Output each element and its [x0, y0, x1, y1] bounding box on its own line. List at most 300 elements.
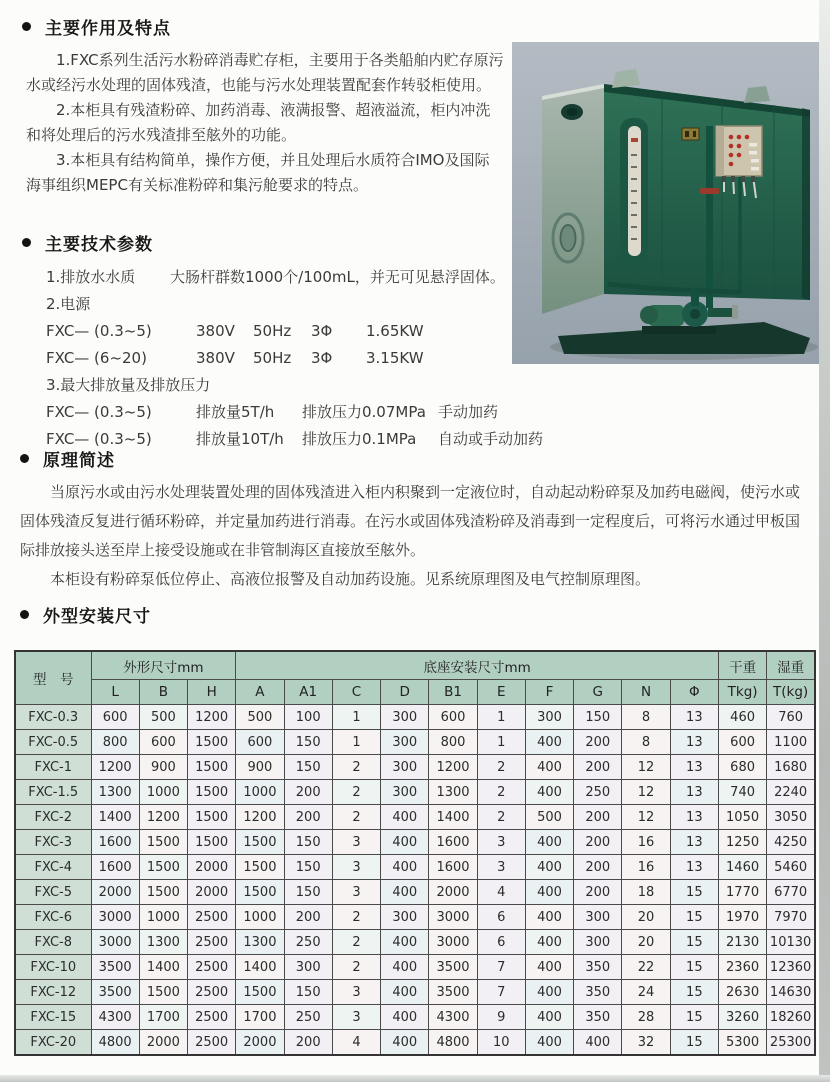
value-cell: 2500: [188, 1005, 236, 1030]
value-cell: 13: [670, 780, 718, 805]
value-cell: 1050: [718, 805, 766, 830]
param-cell: 3Φ: [311, 322, 333, 340]
dimensions-table-body: [15, 705, 815, 1056]
vertical-pipe: [706, 126, 713, 308]
column-header: 底座安装尺寸mm: [236, 651, 719, 680]
value-cell: 1: [477, 705, 525, 730]
features-heading-label: 主要作用及特点: [45, 19, 171, 39]
value-cell: 2000: [91, 880, 139, 905]
value-cell: 400: [381, 1030, 429, 1056]
table-row: [15, 705, 815, 730]
param-cell: 排放量5T/h: [196, 403, 275, 421]
param-cell: FXC— (0.3~5): [46, 430, 152, 448]
value-cell: 600: [139, 730, 187, 755]
table-row: [15, 855, 815, 880]
param-cell: 2.电源: [46, 295, 91, 313]
value-cell: 13: [670, 705, 718, 730]
value-cell: 18: [622, 880, 670, 905]
value-cell: 150: [284, 880, 332, 905]
value-cell: 900: [236, 755, 284, 780]
value-cell: 16: [622, 855, 670, 880]
value-cell: 1970: [718, 905, 766, 930]
model-cell: FXC-0.5: [15, 730, 91, 755]
bullet-icon: [20, 610, 29, 619]
value-cell: 2: [332, 955, 380, 980]
value-cell: 1460: [718, 855, 766, 880]
value-cell: 12: [622, 755, 670, 780]
table-row: [15, 955, 815, 980]
value-cell: 300: [381, 705, 429, 730]
value-cell: 800: [429, 730, 477, 755]
value-cell: 300: [574, 905, 622, 930]
value-cell: 15: [670, 1030, 718, 1056]
value-cell: 350: [574, 1005, 622, 1030]
value-cell: 400: [381, 855, 429, 880]
value-cell: 400: [525, 1030, 573, 1056]
value-cell: 400: [525, 830, 573, 855]
value-cell: 1: [477, 730, 525, 755]
value-cell: 1300: [139, 930, 187, 955]
value-cell: 400: [525, 1005, 573, 1030]
param-line: [46, 264, 566, 291]
value-cell: 2: [332, 930, 380, 955]
param-cell: FXC— (0.3~5): [46, 403, 152, 421]
paragraph: 3.本柜具有结构简单，操作方便，并且处理后水质符合IMO及国际海事组织MEPC有关标准粉碎和集污舱要求的特点。: [26, 151, 490, 194]
value-cell: 32: [622, 1030, 670, 1056]
value-cell: 2000: [429, 880, 477, 905]
column-header: B: [139, 680, 187, 705]
value-cell: 150: [284, 755, 332, 780]
access-hatch-cover: [561, 225, 576, 251]
value-cell: 13: [670, 730, 718, 755]
value-cell: 600: [718, 730, 766, 755]
value-cell: 25300: [767, 1030, 815, 1056]
value-cell: 13: [670, 755, 718, 780]
value-cell: 2: [332, 780, 380, 805]
params-heading-label: 主要技术参数: [45, 235, 153, 255]
value-cell: 200: [574, 880, 622, 905]
value-cell: 1600: [91, 830, 139, 855]
param-cell: 自动或手动加药: [438, 430, 544, 448]
side-flange-bore: [567, 108, 578, 116]
value-cell: 1: [332, 705, 380, 730]
column-header: F: [525, 680, 573, 705]
value-cell: 3500: [91, 955, 139, 980]
value-cell: 1000: [139, 905, 187, 930]
value-cell: 3500: [91, 980, 139, 1005]
column-header: Φ: [670, 680, 718, 705]
value-cell: 12: [622, 805, 670, 830]
table-row: [15, 755, 815, 780]
column-header: 型 号: [15, 651, 91, 705]
param-cell: 3.最大排放量及排放压力: [46, 376, 211, 394]
dimensions-heading: [20, 602, 151, 627]
value-cell: 680: [718, 755, 766, 780]
value-cell: 8: [622, 705, 670, 730]
value-cell: 1200: [91, 755, 139, 780]
value-cell: 2500: [188, 980, 236, 1005]
value-cell: 1700: [236, 1005, 284, 1030]
value-cell: 300: [525, 705, 573, 730]
column-header: T(kg): [767, 680, 815, 705]
value-cell: 20: [622, 930, 670, 955]
value-cell: 1500: [139, 855, 187, 880]
model-cell: FXC-20: [15, 1030, 91, 1056]
value-cell: 4300: [429, 1005, 477, 1030]
tank-right-shade: [802, 108, 810, 300]
value-cell: 7: [477, 955, 525, 980]
value-cell: 4: [477, 880, 525, 905]
value-cell: 400: [381, 830, 429, 855]
value-cell: 1700: [139, 1005, 187, 1030]
value-cell: 1300: [236, 930, 284, 955]
value-cell: 1000: [236, 905, 284, 930]
value-cell: 5300: [718, 1030, 766, 1056]
value-cell: 4250: [767, 830, 815, 855]
value-cell: 1500: [236, 855, 284, 880]
features-heading: [22, 14, 171, 39]
value-cell: 1000: [236, 780, 284, 805]
value-cell: 1300: [91, 780, 139, 805]
value-cell: 1500: [236, 880, 284, 905]
value-cell: 1200: [236, 805, 284, 830]
value-cell: 1500: [188, 730, 236, 755]
params-heading: [22, 230, 153, 255]
model-cell: FXC-1.5: [15, 780, 91, 805]
page-scan-edge-right: [819, 0, 830, 1082]
value-cell: 1680: [767, 755, 815, 780]
value-cell: 350: [574, 980, 622, 1005]
dimensions-table-head: [15, 651, 815, 705]
value-cell: 3000: [429, 905, 477, 930]
value-cell: 15: [670, 1005, 718, 1030]
value-cell: 15: [670, 905, 718, 930]
value-cell: 400: [574, 1030, 622, 1056]
value-cell: 800: [91, 730, 139, 755]
value-cell: 760: [767, 705, 815, 730]
name-plate: [682, 128, 699, 140]
value-cell: 2000: [188, 855, 236, 880]
value-cell: 300: [381, 730, 429, 755]
value-cell: 1500: [188, 830, 236, 855]
model-cell: FXC-6: [15, 905, 91, 930]
value-cell: 3000: [91, 905, 139, 930]
value-cell: 2000: [188, 880, 236, 905]
model-cell: FXC-15: [15, 1005, 91, 1030]
value-cell: 7970: [767, 905, 815, 930]
param-cell: 380V: [196, 322, 235, 340]
value-cell: 300: [381, 780, 429, 805]
value-cell: 300: [381, 755, 429, 780]
param-cell: 排放量10T/h: [196, 430, 284, 448]
param-cell: 50Hz: [253, 349, 292, 367]
value-cell: 600: [236, 730, 284, 755]
param-line: [46, 291, 566, 318]
value-cell: 250: [284, 1005, 332, 1030]
value-cell: 2500: [188, 1030, 236, 1056]
dimensions-table: [14, 650, 816, 1056]
value-cell: 150: [284, 830, 332, 855]
value-cell: 300: [284, 955, 332, 980]
param-cell: 手动加药: [438, 403, 499, 421]
value-cell: 1500: [139, 830, 187, 855]
value-cell: 100: [284, 705, 332, 730]
param-line: [46, 372, 566, 399]
value-cell: 4800: [91, 1030, 139, 1056]
column-header: E: [477, 680, 525, 705]
value-cell: 3: [332, 980, 380, 1005]
model-cell: FXC-10: [15, 955, 91, 980]
value-cell: 400: [525, 755, 573, 780]
value-cell: 2: [332, 805, 380, 830]
value-cell: 6: [477, 905, 525, 930]
model-cell: FXC-2: [15, 805, 91, 830]
value-cell: 400: [525, 980, 573, 1005]
column-header: Tkg): [718, 680, 766, 705]
value-cell: 14630: [767, 980, 815, 1005]
value-cell: 200: [284, 805, 332, 830]
model-cell: FXC-8: [15, 930, 91, 955]
param-cell: FXC— (0.3~5): [46, 322, 152, 340]
param-cell: 1.排放水水质: [46, 268, 136, 286]
value-cell: 2: [477, 755, 525, 780]
value-cell: 1600: [429, 855, 477, 880]
value-cell: 3500: [429, 980, 477, 1005]
table-row: [15, 880, 815, 905]
value-cell: 1200: [188, 705, 236, 730]
value-cell: 15: [670, 880, 718, 905]
value-cell: 740: [718, 780, 766, 805]
bullet-icon: [20, 454, 29, 463]
param-line: [46, 318, 566, 345]
value-cell: 20: [622, 905, 670, 930]
value-cell: 1200: [139, 805, 187, 830]
model-cell: FXC-3: [15, 830, 91, 855]
value-cell: 10130: [767, 930, 815, 955]
features-text: [26, 48, 504, 198]
value-cell: 250: [574, 780, 622, 805]
param-cell: 排放压力0.07MPa: [302, 403, 426, 421]
value-cell: 10: [477, 1030, 525, 1056]
param-cell: 3.15KW: [366, 349, 424, 367]
value-cell: 2130: [718, 930, 766, 955]
value-cell: 200: [574, 805, 622, 830]
value-cell: 2: [477, 805, 525, 830]
value-cell: 1600: [91, 855, 139, 880]
value-cell: 2500: [188, 930, 236, 955]
value-cell: 2500: [188, 905, 236, 930]
value-cell: 9: [477, 1005, 525, 1030]
value-cell: 22: [622, 955, 670, 980]
column-header: 外形尺寸mm: [91, 651, 236, 680]
model-cell: FXC-12: [15, 980, 91, 1005]
value-cell: 1000: [139, 780, 187, 805]
value-cell: 24: [622, 980, 670, 1005]
value-cell: 200: [284, 780, 332, 805]
value-cell: 600: [429, 705, 477, 730]
value-cell: 200: [284, 905, 332, 930]
value-cell: 1500: [188, 780, 236, 805]
value-cell: 1500: [139, 880, 187, 905]
value-cell: 1300: [429, 780, 477, 805]
column-header: C: [332, 680, 380, 705]
model-cell: FXC-5: [15, 880, 91, 905]
value-cell: 400: [381, 980, 429, 1005]
value-cell: 4800: [429, 1030, 477, 1056]
value-cell: 1500: [188, 755, 236, 780]
param-line: [46, 426, 566, 453]
value-cell: 400: [525, 780, 573, 805]
param-cell: 排放压力0.1MPa: [302, 430, 417, 448]
value-cell: 3: [332, 830, 380, 855]
param-cell: 3Φ: [311, 349, 333, 367]
column-header: A1: [284, 680, 332, 705]
value-cell: 3000: [91, 930, 139, 955]
table-row: [15, 780, 815, 805]
value-cell: 2240: [767, 780, 815, 805]
value-cell: 2000: [236, 1030, 284, 1056]
value-cell: 4: [332, 1030, 380, 1056]
principle-heading-label: 原理简述: [43, 451, 115, 471]
value-cell: 400: [525, 880, 573, 905]
value-cell: 2000: [139, 1030, 187, 1056]
paragraph: 本柜设有粉碎泵低位停止、高液位报警及自动加药设施。见系统原理图及电气控制原理图。: [50, 570, 651, 588]
value-cell: 13: [670, 855, 718, 880]
value-cell: 400: [525, 730, 573, 755]
bullet-icon: [22, 238, 31, 247]
column-header: D: [381, 680, 429, 705]
principle-heading: [20, 446, 115, 471]
value-cell: 3: [477, 855, 525, 880]
column-header: A: [236, 680, 284, 705]
page-scan-edge-bottom: [0, 1075, 830, 1082]
value-cell: 400: [525, 930, 573, 955]
value-cell: 500: [139, 705, 187, 730]
table-row: [15, 1005, 815, 1030]
param-cell: FXC— (6~20): [46, 349, 147, 367]
value-cell: 2: [332, 905, 380, 930]
value-cell: 200: [574, 755, 622, 780]
value-cell: 13: [670, 805, 718, 830]
value-cell: 400: [525, 955, 573, 980]
paragraph: 当原污水或由污水处理装置处理的固体残渣进入柜内积聚到一定液位时，自动起动粉碎泵及加药电磁阀，使污水或固体残渣反复进行循环粉碎，并定量加药进行消毒。在污水或固体残渣粉碎及消毒到一定程度后，可将污水通过甲板国际排放接头送至岸上接受设施或在非管制海区直接放至舷外。: [20, 483, 801, 559]
value-cell: 1500: [188, 805, 236, 830]
table-row: [15, 980, 815, 1005]
value-cell: 2630: [718, 980, 766, 1005]
value-cell: 400: [381, 955, 429, 980]
paragraph: 2.本柜具有残渣粉碎、加药消毒、液满报警、超液溢流，柜内冲洗和将处理后的污水残渣排至舷外的功能。: [26, 101, 491, 144]
value-cell: 600: [91, 705, 139, 730]
value-cell: 400: [525, 855, 573, 880]
value-cell: 3260: [718, 1005, 766, 1030]
value-cell: 3: [332, 880, 380, 905]
value-cell: 3: [477, 830, 525, 855]
value-cell: 28: [622, 1005, 670, 1030]
value-cell: 8: [622, 730, 670, 755]
value-cell: 2: [332, 755, 380, 780]
model-cell: FXC-1: [15, 755, 91, 780]
value-cell: 6770: [767, 880, 815, 905]
value-cell: 3: [332, 1005, 380, 1030]
value-cell: 150: [284, 730, 332, 755]
value-cell: 13: [670, 830, 718, 855]
value-cell: 1400: [236, 955, 284, 980]
value-cell: 1770: [718, 880, 766, 905]
value-cell: 400: [381, 1005, 429, 1030]
table-row: [15, 1030, 815, 1056]
value-cell: 400: [525, 905, 573, 930]
column-header: G: [574, 680, 622, 705]
value-cell: 2360: [718, 955, 766, 980]
value-cell: 5460: [767, 855, 815, 880]
value-cell: 3: [332, 855, 380, 880]
value-cell: 15: [670, 930, 718, 955]
value-cell: 12: [622, 780, 670, 805]
param-cell: 50Hz: [253, 322, 292, 340]
value-cell: 3500: [429, 955, 477, 980]
value-cell: 400: [381, 805, 429, 830]
column-header: H: [188, 680, 236, 705]
value-cell: 2500: [188, 955, 236, 980]
value-cell: 1600: [429, 830, 477, 855]
bullet-icon: [22, 22, 31, 31]
value-cell: 250: [284, 930, 332, 955]
table-row: [15, 805, 815, 830]
value-cell: 1: [332, 730, 380, 755]
pipe-valve-handle: [700, 188, 719, 194]
paragraph: 1.FXC系列生活污水粉碎消毒贮存柜，主要用于各类船舶内贮存原污水或经污水处理的固体残渣，也能与污水处理装置配套作转驳柜使用。: [26, 51, 504, 94]
value-cell: 12360: [767, 955, 815, 980]
column-header: B1: [429, 680, 477, 705]
value-cell: 400: [381, 930, 429, 955]
value-cell: 4300: [91, 1005, 139, 1030]
value-cell: 1500: [139, 980, 187, 1005]
value-cell: 3050: [767, 805, 815, 830]
value-cell: 200: [574, 830, 622, 855]
param-cell: 380V: [196, 349, 235, 367]
principle-text: [20, 478, 814, 594]
value-cell: 16: [622, 830, 670, 855]
value-cell: 1500: [236, 980, 284, 1005]
value-cell: 6: [477, 930, 525, 955]
table-row: [15, 830, 815, 855]
value-cell: 1500: [236, 830, 284, 855]
value-cell: 3000: [429, 930, 477, 955]
column-header: N: [622, 680, 670, 705]
value-cell: 18260: [767, 1005, 815, 1030]
value-cell: 1250: [718, 830, 766, 855]
param-cell: 大肠杆群数1000个/100mL，并无可见悬浮固体。: [170, 268, 505, 286]
value-cell: 500: [236, 705, 284, 730]
value-cell: 200: [574, 730, 622, 755]
gauge-mark-red: [631, 138, 638, 142]
column-header: L: [91, 680, 139, 705]
value-cell: 7: [477, 980, 525, 1005]
params-lines: [46, 264, 566, 453]
value-cell: 15: [670, 980, 718, 1005]
model-cell: FXC-0.3: [15, 705, 91, 730]
table-row: [15, 930, 815, 955]
value-cell: 200: [284, 1030, 332, 1056]
value-cell: 1400: [139, 955, 187, 980]
name-plate-mark: [685, 131, 689, 137]
value-cell: 300: [381, 905, 429, 930]
model-cell: FXC-4: [15, 855, 91, 880]
value-cell: 200: [574, 855, 622, 880]
param-line: [46, 345, 566, 372]
param-line: [46, 399, 566, 426]
table-row: [15, 905, 815, 930]
